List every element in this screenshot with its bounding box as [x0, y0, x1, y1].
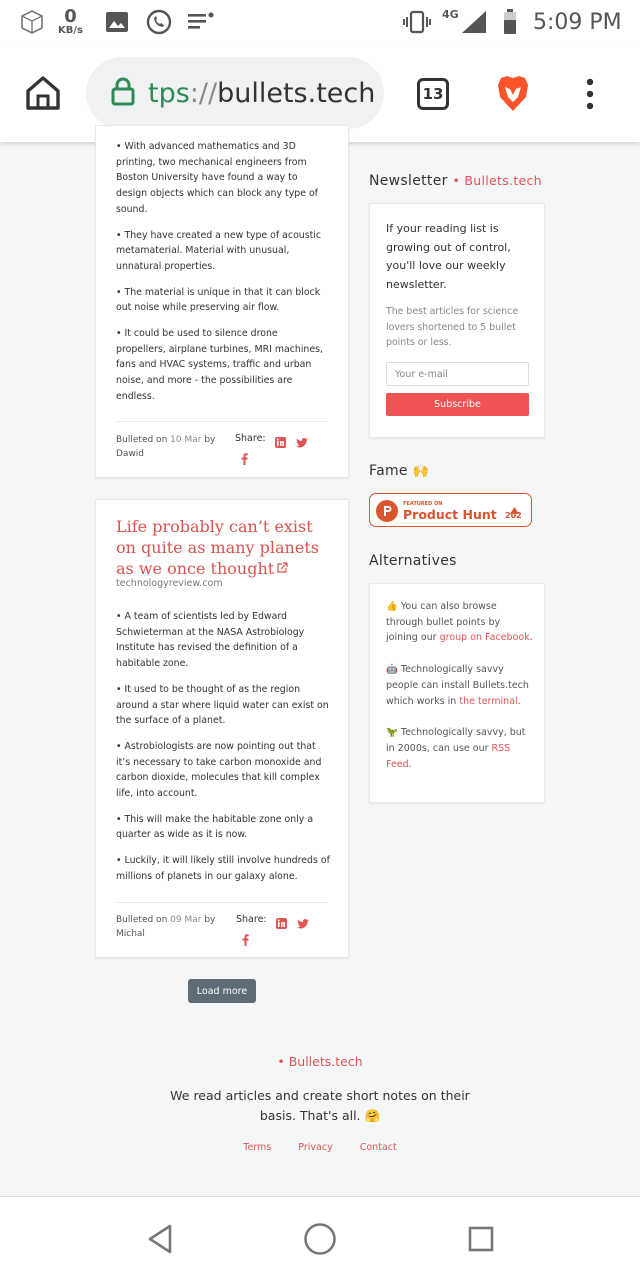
bullet-point: • With advanced mathematics and 3D printing, two mechanical engineers from Boston University have found a way to design objects which can block any type of sound. [116, 141, 318, 215]
brave-lion-icon[interactable] [496, 75, 530, 117]
bullet-point: • They have created a new type of acoustic metamaterial. Material with unusual, unnatural properties. [116, 229, 322, 272]
rss-feed-link[interactable]: RSS Feed [386, 742, 511, 770]
network-type: 4G [442, 7, 459, 21]
bullet-point: • A team of scientists led by Edward Schwieterman at the NASA Astrobiology Institute has revised the definition of a habitable zone. [116, 611, 305, 670]
home-circle-icon[interactable] [303, 1222, 337, 1260]
contact-link[interactable]: Contact [359, 1142, 397, 1153]
alternatives-card [369, 583, 545, 803]
back-icon[interactable] [146, 1223, 174, 1259]
bullet-point: • This will make the habitable zone only a quarter as wide as it is now. [116, 813, 314, 841]
bullet-point: • Astrobiologists are now pointing out that it’s necessary to take carbon monoxide and carbon dioxide, molecules that kill complex life, into account. [116, 740, 322, 800]
image-icon [104, 0, 130, 44]
network-speed [58, 0, 83, 44]
product-hunt-badge[interactable] [369, 493, 532, 527]
ph-featured-label: FEATURED ON [403, 501, 443, 507]
robot-icon: 🤖 [386, 664, 398, 676]
article-author[interactable]: Dawid [116, 449, 145, 459]
status-bar [0, 0, 640, 44]
share-label: Share: [236, 914, 267, 925]
share-label: Share: [235, 433, 266, 444]
signal-icon [460, 0, 488, 44]
twitter-icon[interactable] [296, 433, 308, 452]
thumbs-up-icon: 👍 [386, 601, 398, 612]
linkedin-icon[interactable] [275, 433, 286, 452]
list-item: 👍 You can also browse through bullet points by joining our group on Facebook. [386, 601, 533, 644]
article-meta: Bulleted on 10 Mar by Dawid [116, 435, 216, 459]
home-icon[interactable] [24, 74, 62, 116]
article-card [95, 499, 349, 958]
newsletter-card [369, 203, 545, 438]
load-more-button[interactable]: Load more [188, 979, 256, 1003]
fame-heading: Fame 🙌 [369, 463, 430, 479]
speed-value: 0 [64, 6, 77, 27]
terms-link[interactable]: Terms [243, 1142, 272, 1153]
subscribe-button[interactable]: Subscribe [386, 393, 529, 416]
recents-icon[interactable] [467, 1225, 495, 1257]
linkedin-icon[interactable] [276, 914, 287, 933]
divider [116, 421, 328, 422]
email-field[interactable] [386, 362, 529, 386]
lock-icon [110, 76, 136, 110]
twitter-icon[interactable] [297, 914, 309, 933]
whatsapp-icon [145, 0, 173, 44]
privacy-link[interactable]: Privacy [298, 1142, 333, 1153]
package-icon [18, 0, 46, 44]
newsletter-heading: Newsletter • Bullets.tech [369, 173, 542, 189]
vibrate-icon [402, 0, 432, 44]
url-bar[interactable] [86, 57, 384, 129]
notes-icon [186, 0, 216, 44]
hugging-face-icon: 🤗 [364, 1107, 381, 1123]
bullet-point: • It used to be thought of as the region around a star where liquid water can exist on the surface of a planet. [116, 683, 329, 727]
bullet-point: • Luckily, it will likely still involve hundreds of millions of planets in our galaxy alone. [116, 855, 330, 882]
alternatives-list [386, 599, 534, 788]
facebook-icon[interactable] [242, 931, 249, 950]
raised-hands-icon: 🙌 [412, 464, 430, 479]
alternatives-heading: Alternatives [369, 553, 457, 569]
footer-brand[interactable]: • Bullets.tech [277, 1054, 363, 1069]
battery-icon [502, 0, 518, 44]
terminal-link[interactable]: the terminal [459, 695, 518, 707]
brand-link[interactable]: • Bullets.tech [452, 173, 542, 188]
article-date: 09 Mar [170, 915, 202, 925]
ph-votes: 202 [505, 511, 522, 520]
external-link-icon [276, 558, 288, 579]
bullet-point: • It could be used to silence drone propellers, airplane turbines, MRI machines, fans and HVAC systems, traffic and urban noise, and more - the possibilities are endless. [116, 328, 324, 402]
speed-unit: KB/s [58, 25, 83, 36]
footer-links [0, 1142, 640, 1153]
product-hunt-icon [376, 500, 398, 526]
article-meta: Bulleted on 09 Mar by Michal [116, 915, 216, 939]
ph-name: Product Hunt [403, 507, 497, 522]
dinosaur-icon: 🦖 [386, 727, 398, 739]
bullet-point: • The material is unique in that it can block out noise while preserving air flow. [116, 286, 321, 314]
tab-switcher-button[interactable]: 13 [417, 78, 449, 110]
navigation-bar [0, 1196, 640, 1280]
article-title[interactable]: Life probably can’t exist on quite as many planets as we once thought [116, 517, 319, 578]
facebook-icon[interactable] [241, 450, 248, 469]
article-card [95, 125, 349, 478]
article-author[interactable]: Michal [116, 929, 145, 939]
article-source: technologyreview.com [116, 578, 223, 589]
article-date: 10 Mar [170, 435, 202, 445]
facebook-group-link[interactable]: group on Facebook [439, 632, 530, 644]
menu-icon[interactable] [584, 78, 596, 114]
footer-description: We read articles and create short notes on their basis. That's all. 🤗 [170, 1088, 470, 1123]
bullet-list [116, 609, 330, 895]
newsletter-pitch: If your reading list is growing out of control, you'll love our weekly newsletter. [386, 222, 511, 291]
divider [116, 902, 328, 903]
bullet-list [116, 139, 330, 415]
clock: 5:09 PM [533, 9, 622, 35]
url-text[interactable]: tps://bullets.tech [148, 77, 376, 109]
list-item: 🦖 Technologically savvy, but in 2000s, can use our RSS Feed. [386, 727, 526, 770]
list-item: 🤖 Technologically savvy people can install Bullets.tech which works in the terminal. [386, 664, 529, 707]
newsletter-description: The best articles for science lovers shortened to 5 bullet points or less. [386, 306, 519, 348]
